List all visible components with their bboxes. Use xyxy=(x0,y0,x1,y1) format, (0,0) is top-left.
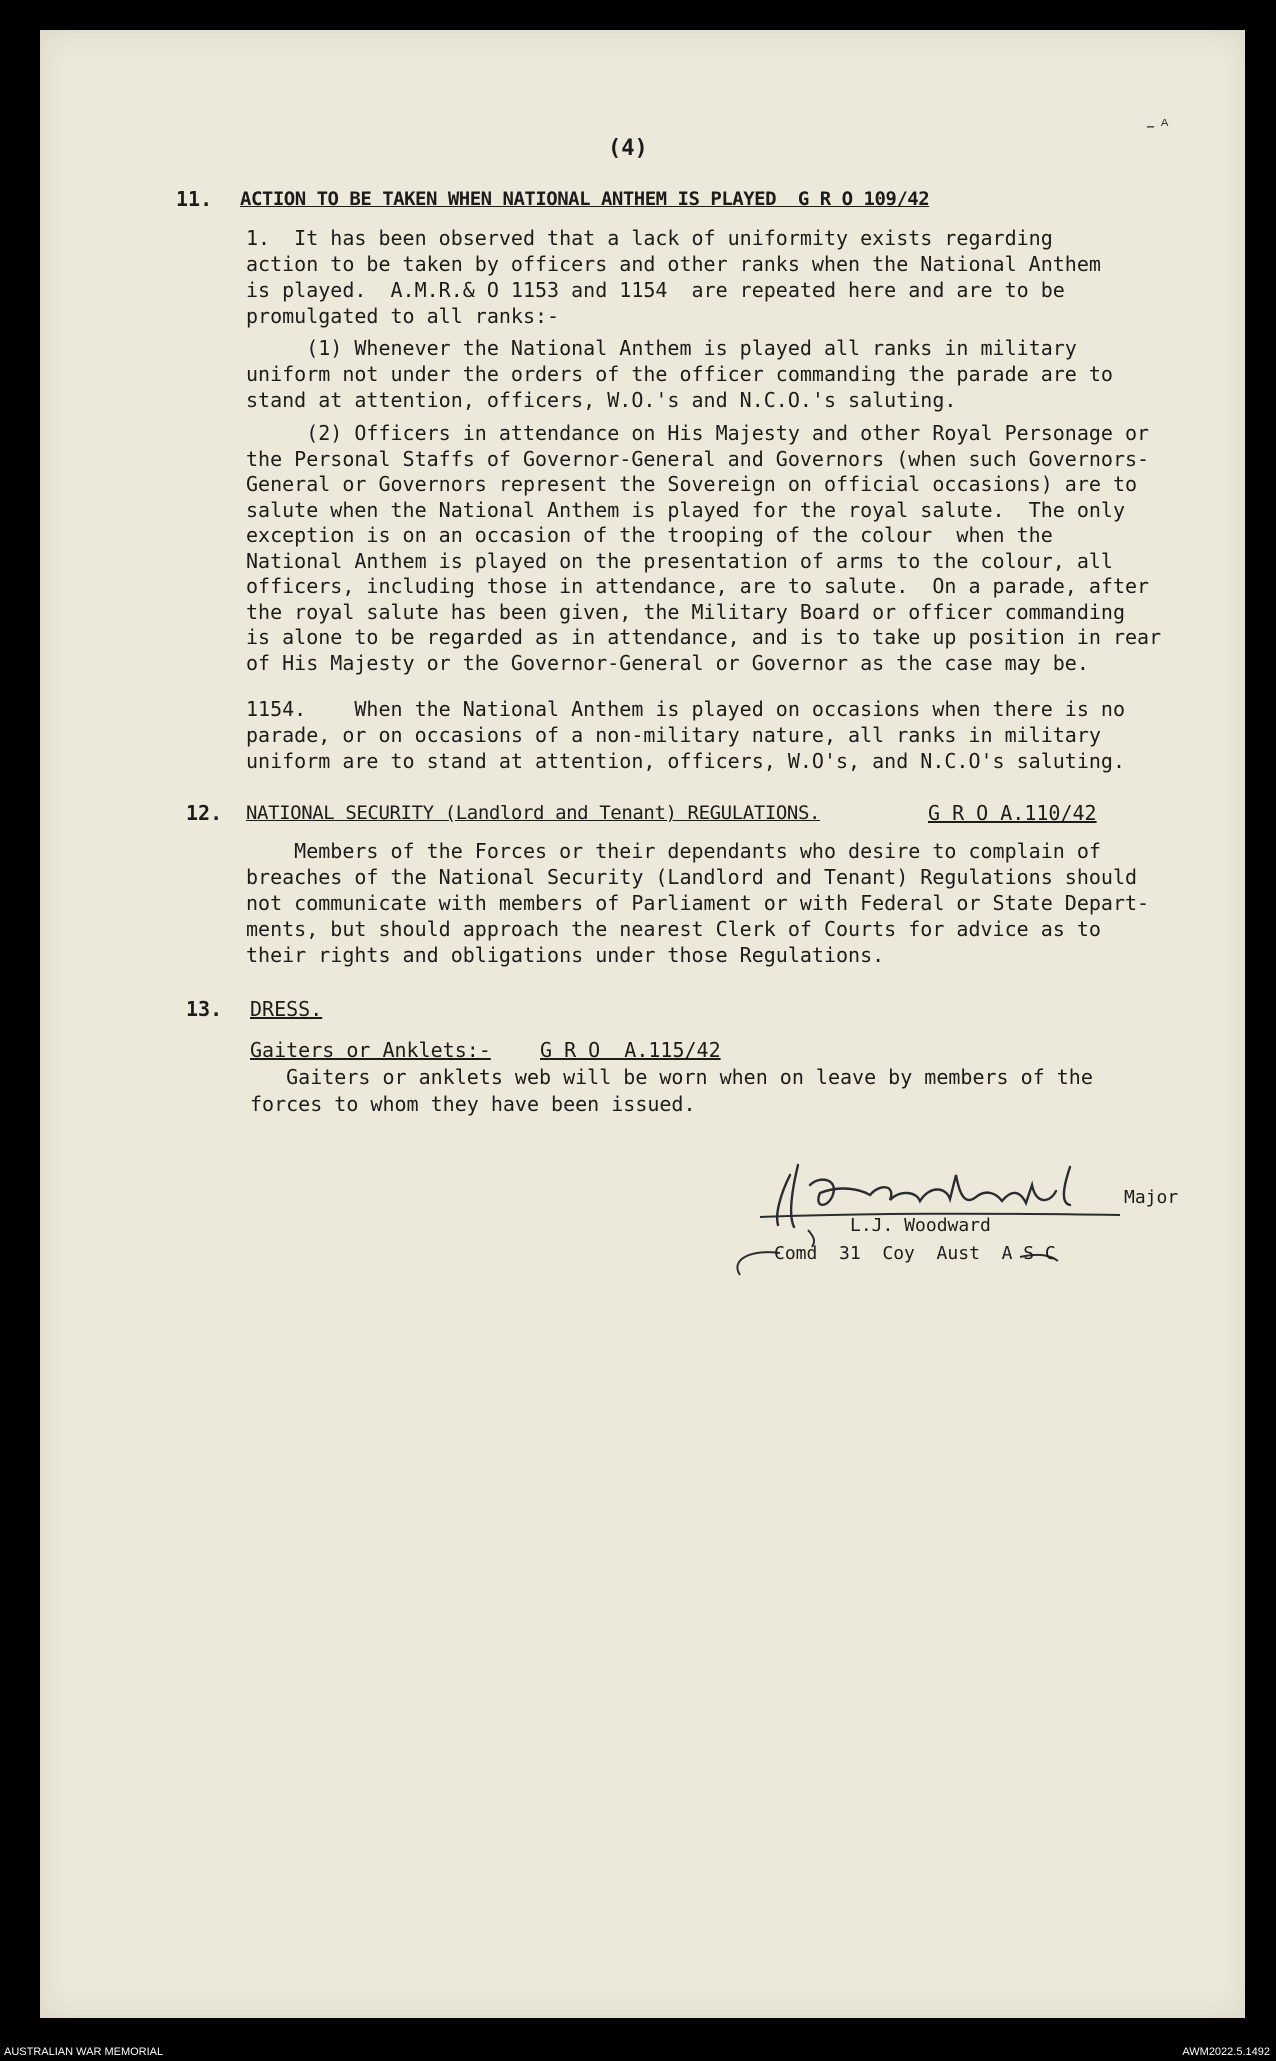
footer-institution: AUSTRALIAN WAR MEMORIAL xyxy=(4,2046,164,2058)
text-line: the Personal Staffs of Governor-General and Governors (when such Governors- xyxy=(246,446,1150,471)
corner-mark: – ᴬ xyxy=(1146,116,1169,137)
text-line: National Anthem is played on the presentation of arms to the colour, all xyxy=(246,548,1113,573)
text-line: (2) Officers in attendance on His Majesty and other Royal Personage or xyxy=(246,421,1150,445)
text-line: 1154. When the National Anthem is played on occasions when there is no xyxy=(246,697,1125,721)
text-line: forces to whom they have been issued. xyxy=(250,1092,696,1116)
signatory-rank: Major xyxy=(1124,1187,1179,1208)
text-line: promulgated to all ranks:- xyxy=(246,304,560,328)
text-line: stand at attention, officers, W.O.'s and N.C.O.'s saluting. xyxy=(246,388,957,412)
page-number: (4) xyxy=(608,136,648,161)
section-12-ref: G R O A.110/42 xyxy=(928,801,1097,825)
text-line: (1) Whenever the National Anthem is played all ranks in military xyxy=(246,336,1077,360)
section-13-ref: G R O A.115/42 xyxy=(540,1038,721,1062)
section-13-subheading: Gaiters or Anklets:- xyxy=(250,1038,491,1062)
text-line: parade, or on occasions of a non-military nature, all ranks in military xyxy=(246,723,1101,747)
signatory-unit: Comd 31 Coy Aust A S C xyxy=(774,1243,1056,1264)
text-line: their rights and obligations under those Regulations. xyxy=(246,943,885,967)
text-line: is played. A.M.R.& O 1153 and 1154 are repeated here and are to be xyxy=(246,278,1065,302)
text-line: uniform not under the orders of the officer commanding the parade are to xyxy=(246,362,1113,386)
document-page xyxy=(40,30,1245,2018)
text-line: action to be taken by officers and other ranks when the National Anthem xyxy=(246,252,1101,276)
text-line: officers, including those in attendance, are to salute. On a parade, after xyxy=(246,574,1150,598)
text-line: uniform are to stand at attention, officers, W.O's, and N.C.O's saluting. xyxy=(246,749,1125,773)
signatory-name: L.J. Woodward xyxy=(850,1215,991,1236)
section-12-heading: NATIONAL SECURITY (Landlord and Tenant) REGULATIONS. xyxy=(246,802,821,824)
section-11-number: 11. xyxy=(176,187,213,211)
text-line: the royal salute has been given, the Military Board or officer commanding xyxy=(246,599,1125,624)
text-line: Gaiters or anklets web will be worn when on leave by members of the xyxy=(250,1065,1093,1089)
section-13-heading: DRESS. xyxy=(250,997,323,1021)
footer-accession-number: AWM2022.5.1492 xyxy=(1182,2046,1270,2058)
text-line: ments, but should approach the nearest Clerk of Courts for advice as to xyxy=(246,917,1101,941)
text-line: not communicate with members of Parliament or with Federal or State Depart- xyxy=(246,891,1150,915)
text-line: Members of the Forces or their dependants who desire to complain of xyxy=(246,839,1101,863)
text-line: salute when the National Anthem is played for the royal salute. The only xyxy=(246,497,1125,522)
text-line: 1. It has been observed that a lack of uniformity exists regarding xyxy=(246,226,1053,250)
text-line: General or Governors represent the Sovereign on official occasions) are to xyxy=(246,472,1138,496)
text-line: exception is on an occasion of the trooping of the colour when the xyxy=(246,523,1053,547)
section-13-number: 13. xyxy=(186,997,223,1021)
section-11-heading: ACTION TO BE TAKEN WHEN NATIONAL ANTHEM IS PLAYED G R O 109/42 xyxy=(240,188,930,210)
text-line: of His Majesty or the Governor-General or Governor as the case may be. xyxy=(246,650,1089,675)
section-12-number: 12. xyxy=(186,801,223,825)
text-line: is alone to be regarded as in attendance, and is to take up position in rear xyxy=(246,625,1162,649)
text-line: breaches of the National Security (Landlord and Tenant) Regulations should xyxy=(246,865,1138,889)
